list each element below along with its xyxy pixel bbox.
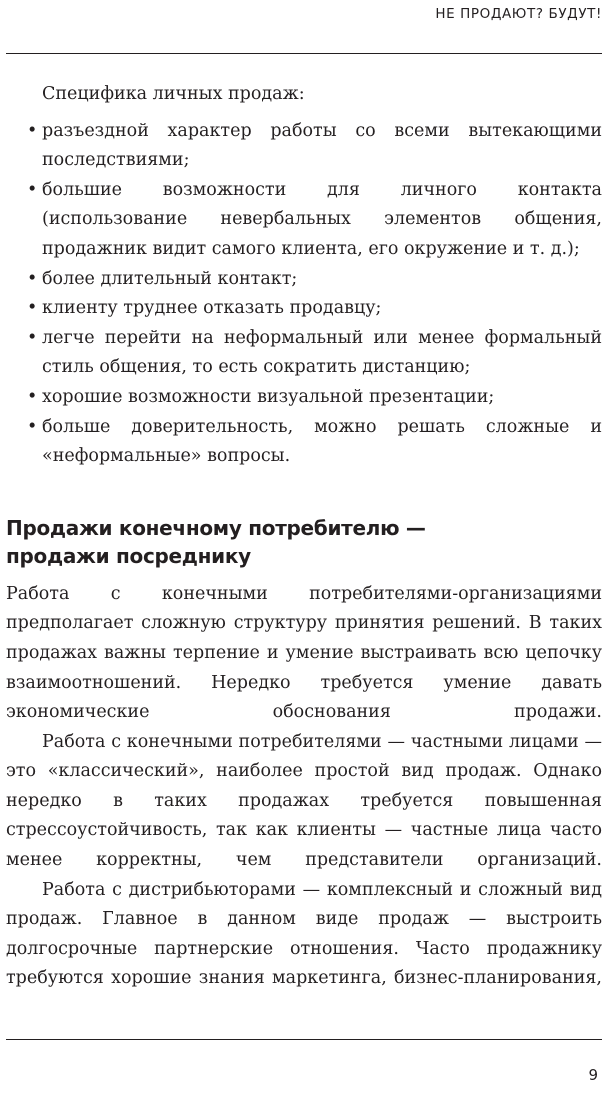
section-heading xyxy=(6,514,602,570)
list-item xyxy=(6,176,602,265)
page-number: 9 xyxy=(588,1066,598,1084)
list-item xyxy=(6,117,602,176)
list-item-text: хорошие возможности визуальной презентации; xyxy=(42,386,495,407)
paragraph-1: Работа с конечными потребителями-организациями предполагает сложную структуру принятия решений. В таких продажах важны терпение и умение выстраивать всю цепочку взаимоотношений. Нередко требуется умение давать экономические обоснования продажи. xyxy=(6,583,602,723)
bullet-list xyxy=(6,117,602,472)
list-item xyxy=(6,294,602,324)
list-item-text: больше доверительность, можно решать сложные и «неформальные» вопросы. xyxy=(42,416,602,467)
list-item xyxy=(6,265,602,295)
bullet-icon: • xyxy=(27,298,38,319)
list-item xyxy=(6,383,602,413)
list-item xyxy=(6,413,602,472)
bullet-icon: • xyxy=(27,268,38,289)
running-head-title: НЕ ПРОДАЮТ? БУДУТ! xyxy=(435,6,602,22)
page-body xyxy=(6,80,602,994)
bullet-icon: • xyxy=(27,416,38,437)
intro-text: Специфика личных продаж: xyxy=(42,84,305,104)
list-item-text: легче перейти на неформальный или менее формальный стиль общения, то есть сократить дистанцию; xyxy=(42,327,602,378)
footer-rule xyxy=(6,1039,602,1040)
list-item-text: более длительный контакт; xyxy=(42,268,298,289)
list-item-text: разъездной характер работы со всеми вытекающими последствиями; xyxy=(42,120,602,171)
list-item-text: большие возможности для личного контакта (использование невербальных элементов общения, продажник видит самого клиента, его окружение и т. д.); xyxy=(42,179,602,259)
bullet-icon: • xyxy=(27,327,38,348)
bullet-icon: • xyxy=(27,120,38,141)
header-rule xyxy=(6,53,602,54)
bullet-icon: • xyxy=(27,179,38,200)
list-item-text: клиенту труднее отказать продавцу; xyxy=(42,298,382,319)
bullet-icon: • xyxy=(27,386,38,407)
paragraph-2: Работа с конечными потребителями — частными лицами — это «классический», наиболее простой вид продаж. Однако нередко в таких продажах требуется повышенная стрессоустойчивость, так как клиенты — частные лица часто менее корректны, чем представители организаций. xyxy=(6,731,602,871)
paragraph-3: Работа с дистрибьюторами — комплексный и сложный вид продаж. Главное в данном виде продаж — выстроить долгосрочные партнерские отношения. Часто продажнику требуются хорошие знания маркетинга, бизнес-планирования, xyxy=(6,879,602,989)
section-heading-line-2: продажи посреднику xyxy=(6,543,251,568)
list-item xyxy=(6,324,602,383)
section-heading-line-1: Продажи конечному потребителю — xyxy=(6,515,426,540)
